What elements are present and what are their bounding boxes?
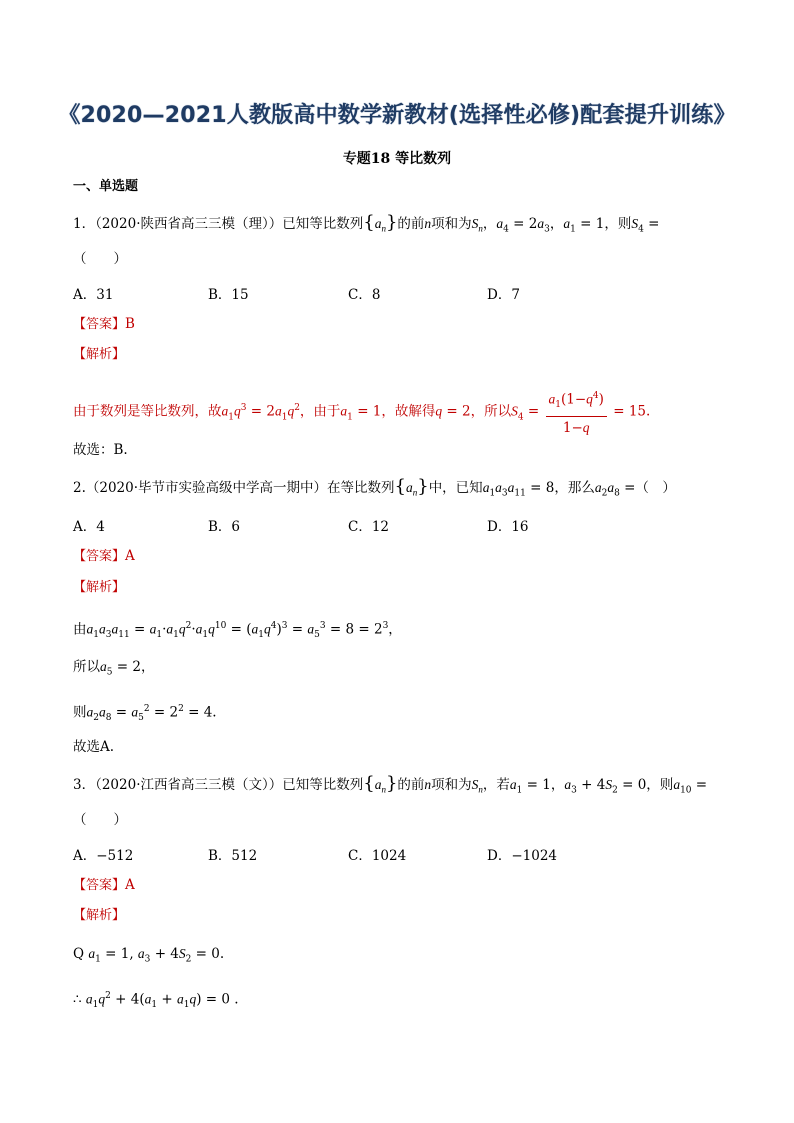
question-2-step-3: 则$a_2a_8 = a_5^2 = 2^2 = 4$. xyxy=(73,704,217,724)
question-1-stem: 1．（2020·陕西省高三三模（理））已知等比数列$\{a_n\}$的前n项和为$S_n$，$a_4 = 2a_3$，$a_1 = 1$，则$S_4$ = xyxy=(73,212,660,235)
question-1-answer: 【答案】B xyxy=(73,316,135,332)
question-3-step-1: Q $a_1 = 1$, $a_3 + 4S_2 = 0$. xyxy=(73,946,225,965)
question-2-option-d: D．16 xyxy=(487,519,529,535)
document-title: 《2020—2021人教版高中数学新教材(选择性必修)配套提升训练》 xyxy=(58,103,736,128)
section-heading: 一、单选题 xyxy=(73,179,139,194)
sum-formula-fraction: $\frac{a_1(1-q^4)}{1-q}$ xyxy=(546,386,607,438)
question-1-option-b: B．15 xyxy=(208,287,249,303)
topic-subtitle: 专题18 等比数列 xyxy=(342,151,452,167)
question-1-option-a: A．31 xyxy=(73,287,114,303)
question-3-option-b: B．512 xyxy=(208,848,258,864)
question-3-option-d: D．−1024 xyxy=(487,848,557,864)
question-3-analysis-label: 【解析】 xyxy=(73,908,126,923)
question-2-step-2: 所以$a_5 = 2$， xyxy=(73,659,155,678)
question-1-solution: 由于数列是等比数列，故$a_1q^3 = 2a_1q^2$，由于$a_1 = 1$，故解得q = 2，所以$S_4$ = $\frac{a_1(1-q^4)}{1-q}$ = 15. xyxy=(73,386,650,438)
question-1-blank: （ ） xyxy=(73,251,127,267)
question-1-option-d: D．7 xyxy=(487,287,520,303)
question-2-step-1: 由$a_1a_3a_{11} = a_1\cdot a_1q^2\cdot a_1q^{10} = (a_1q^4)^3 = a_5^3 = 8 = 2^3$， xyxy=(73,621,402,641)
question-2-option-b: B．6 xyxy=(208,519,241,535)
question-3-option-c: C．1024 xyxy=(348,848,407,864)
question-2-option-c: C．12 xyxy=(348,519,390,535)
question-2-conclusion: 故选A. xyxy=(73,739,115,755)
question-2-answer: 【答案】A xyxy=(73,548,135,564)
question-2-stem: 2.（2020·毕节市实验高级中学高一期中）在等比数列$\{a_n\}$中，已知$a_1a_3a_{11} = 8$，那么$a_2a_8$ =（ ） xyxy=(73,476,676,499)
question-3-answer: 【答案】A xyxy=(73,877,135,893)
question-2-option-a: A．4 xyxy=(73,519,105,535)
question-3-blank: （ ） xyxy=(73,812,127,828)
question-3-step-2: ∴ $a_1q^2 + 4(a_1 + a_1q) = 0$ . xyxy=(73,991,239,1011)
question-2-analysis-label: 【解析】 xyxy=(73,580,126,595)
question-1-analysis-label: 【解析】 xyxy=(73,347,126,362)
question-3-option-a: A．−512 xyxy=(73,848,134,864)
question-3-stem: 3．（2020·江西省高三三模（文））已知等比数列$\{a_n\}$的前n项和为$S_n$，若$a_1 = 1$，$a_3 + 4S_2 = 0$，则$a_{10}$ = xyxy=(73,773,708,796)
question-1-option-c: C．8 xyxy=(348,287,381,303)
question-1-conclusion: 故选：B. xyxy=(73,442,128,458)
